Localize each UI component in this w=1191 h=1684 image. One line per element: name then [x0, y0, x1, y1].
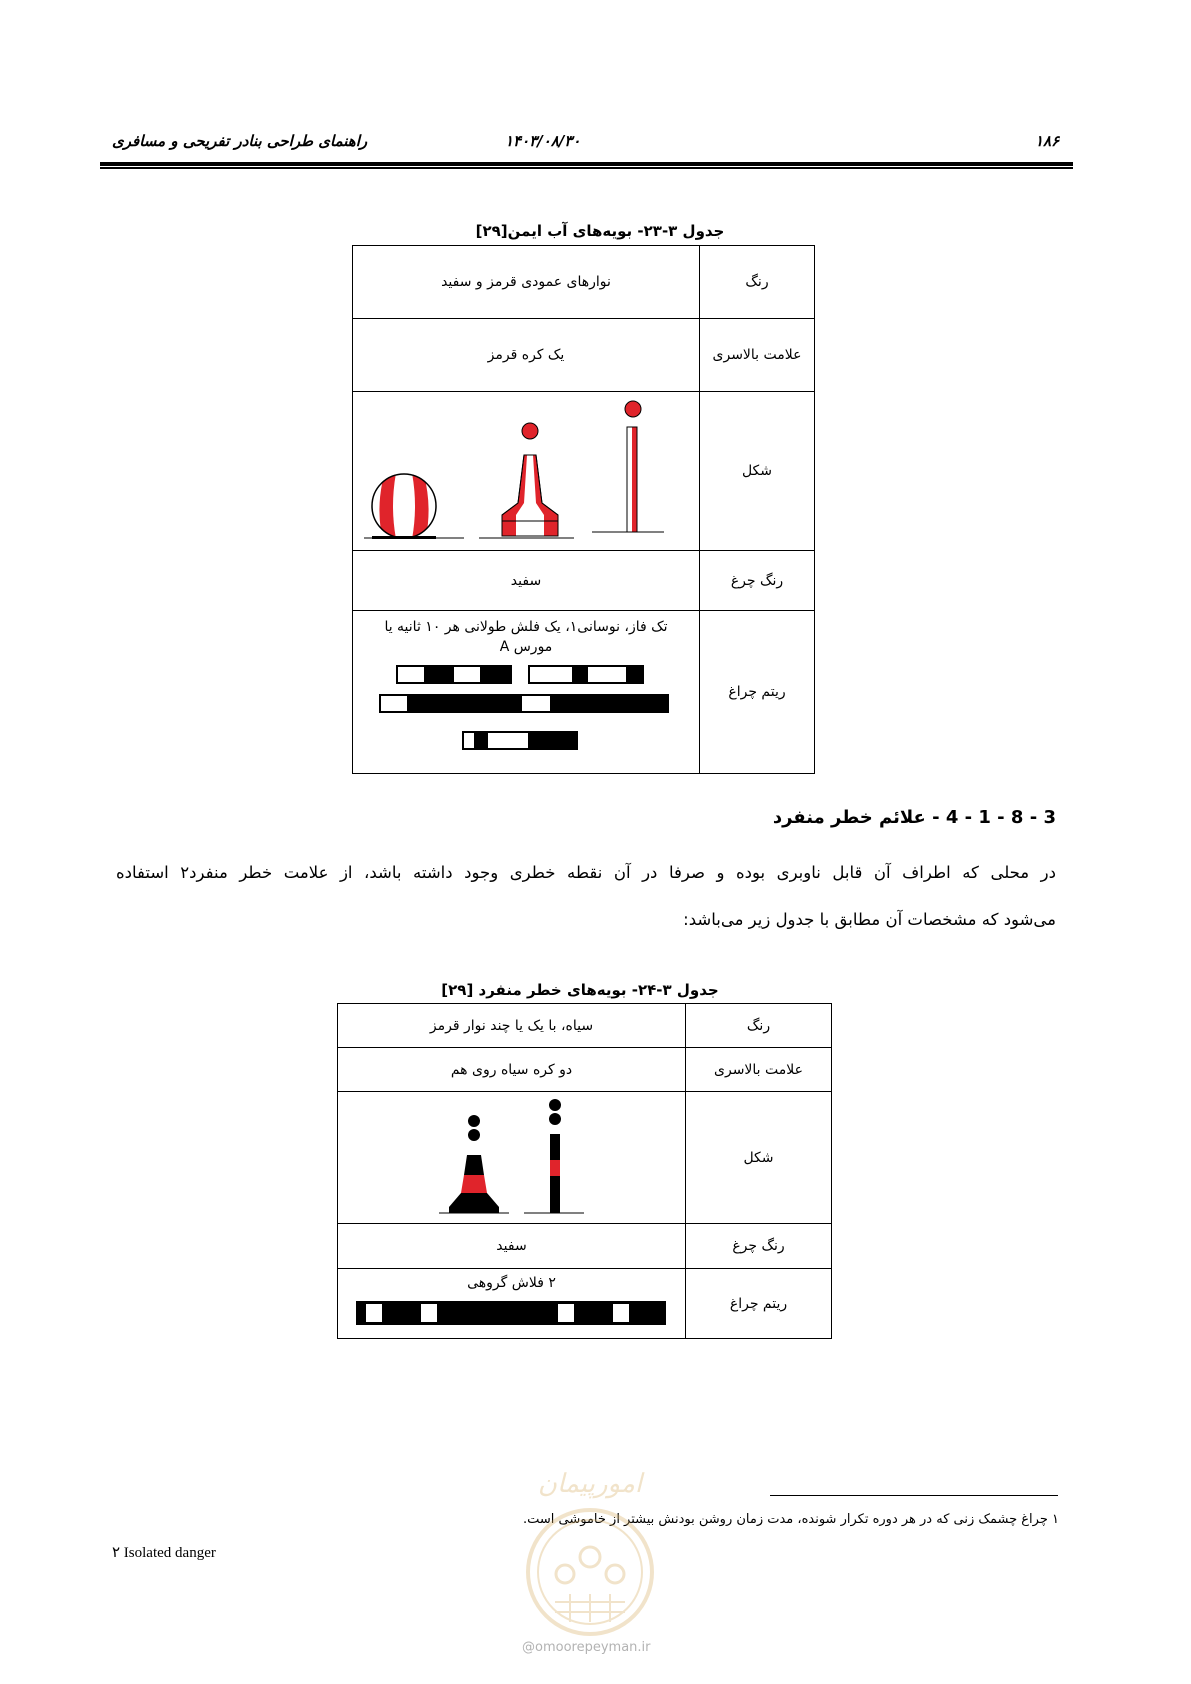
- header-rule: [100, 162, 1073, 166]
- topmark-value: یک کره قرمز: [353, 319, 700, 392]
- spar-buoy-icon: [524, 1099, 584, 1213]
- safe-water-buoy-table: [352, 245, 815, 774]
- table-row: [338, 1004, 832, 1048]
- header-rule-thin: [100, 167, 1073, 169]
- row-label-light-color: رنگ چرغ: [700, 551, 815, 611]
- table-row: [353, 392, 815, 551]
- paragraph-line-1: در محلی که اطراف آن قابل ناوبری بوده و صرفا در آن نقطه خطری وجود داشته باشد، از علامت خطر منفرد۲ استفاده: [116, 863, 1056, 882]
- page-number: ۱۸۶: [1035, 132, 1060, 150]
- rhythm-text-1: تک فاز، نوسانی۱، یک فلش طولانی هر ۱۰ ثانیه یا: [384, 619, 668, 635]
- table-row: [338, 1269, 832, 1339]
- watermark-site: @omoorepeyman.ir: [522, 1640, 651, 1655]
- shape-figures: [338, 1092, 686, 1224]
- pillar-buoy-icon: [479, 423, 574, 538]
- light-color-value: سفید: [338, 1224, 686, 1269]
- table-row: [338, 1092, 832, 1224]
- rhythm-text: ۲ فلاش گروهی: [467, 1275, 556, 1291]
- row-label-topmark: علامت بالاسری: [686, 1048, 832, 1092]
- light-rhythm-cell: [353, 611, 700, 774]
- isolated-danger-buoy-table: [337, 1003, 832, 1339]
- table-row: [353, 551, 815, 611]
- topmark-value: دو کره سیاه روی هم: [338, 1048, 686, 1092]
- row-label-shape: شکل: [700, 392, 815, 551]
- row-label-color: رنگ: [686, 1004, 832, 1048]
- table1-caption: جدول ۳-۲۳- بویه‌های آب ایمن[۲۹]: [475, 222, 725, 240]
- section-heading: 3 - 8 - 1 - 4 - علائم خطر منفرد: [772, 807, 1056, 828]
- table-row: [338, 1224, 832, 1269]
- color-value: سیاه، با یک یا چند نوار قرمز: [338, 1004, 686, 1048]
- footnote-1: ۱ چراغ چشمک زنی که در هر دوره تکرار شونده، مدت زمان روشن بودنش بیشتر از خاموشی است.: [522, 1512, 1059, 1527]
- isolated-danger-buoy-figures: [339, 1093, 685, 1223]
- rhythm-text-2: مورس A: [499, 639, 553, 655]
- table-row: [353, 611, 815, 774]
- light-color-value: سفید: [353, 551, 700, 611]
- paragraph-line-2: می‌شود که مشخصات آن مطابق با جدول زیر می‌باشد:: [683, 910, 1056, 929]
- header-date: ۱۴۰۳/۰۸/۳۰: [505, 132, 581, 150]
- light-rhythm-cell: [338, 1269, 686, 1339]
- table-row: [353, 246, 815, 319]
- row-label-color: رنگ: [700, 246, 815, 319]
- table-row: [353, 319, 815, 392]
- row-label-light-color: رنگ چرغ: [686, 1224, 832, 1269]
- watermark-seal: [515, 1462, 665, 1642]
- row-label-shape: شکل: [686, 1092, 832, 1224]
- color-value: نوارهای عمودی قرمز و سفید: [353, 246, 700, 319]
- table-row: [338, 1048, 832, 1092]
- footnote-rule: [770, 1495, 1058, 1496]
- spar-buoy-icon: [592, 401, 664, 532]
- footnote-2: ۲ Isolated danger: [112, 1545, 216, 1561]
- pillar-buoy-icon: [439, 1115, 509, 1213]
- svg-text:امورپیمان: امورپیمان: [537, 1469, 643, 1499]
- safe-water-buoy-figures: [354, 393, 699, 550]
- row-label-light-rhythm: ریتم چراغ: [686, 1269, 832, 1339]
- spherical-buoy-icon: [364, 473, 464, 543]
- header-title: راهنمای طراحی بنادر تفریحی و مسافری: [112, 132, 368, 150]
- row-label-light-rhythm: ریتم چراغ: [700, 611, 815, 774]
- table2-caption: جدول ۳-۲۴- بویه‌های خطر منفرد [۲۹]: [441, 981, 719, 999]
- row-label-topmark: علامت بالاسری: [700, 319, 815, 392]
- rhythm-diagram: [339, 1297, 685, 1333]
- shape-figures: [353, 392, 700, 551]
- rhythm-diagram: [354, 661, 699, 761]
